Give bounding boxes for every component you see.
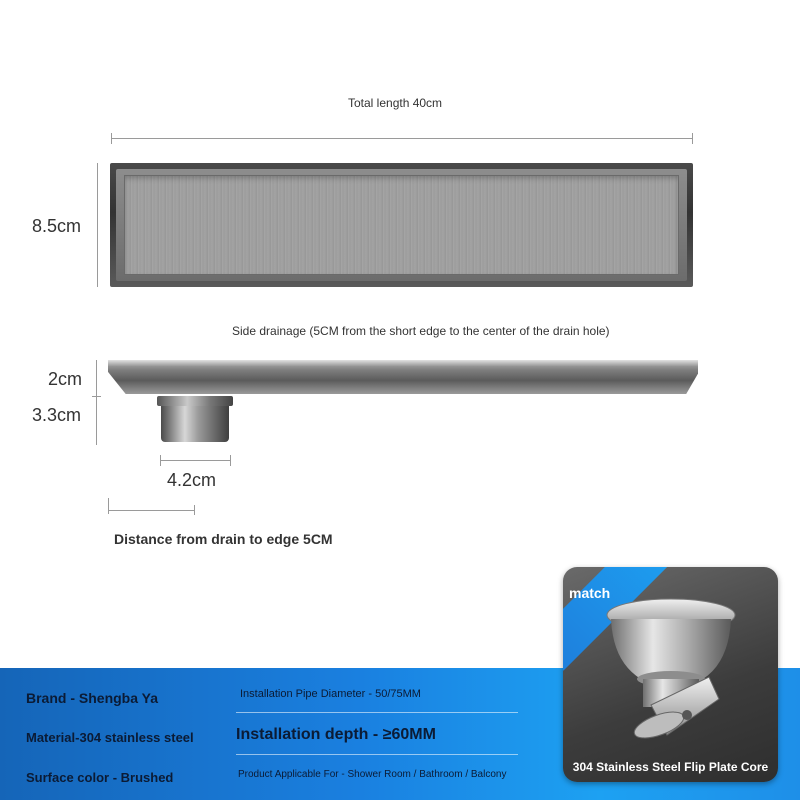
brushed-cover-plate — [124, 175, 679, 275]
applicable-text: Product Applicable For - Shower Room / Bathroom / Balcony — [238, 769, 507, 780]
material-text: Material-304 stainless steel — [26, 730, 194, 745]
total-length-tick-right — [692, 133, 693, 144]
pipe-width-tick-right — [230, 455, 231, 466]
flip-plate-core-image — [563, 567, 778, 782]
total-length-label: Total length 40cm — [348, 96, 443, 110]
width-label: 8.5cm — [32, 216, 82, 236]
pipe-width-tick-left — [160, 455, 161, 466]
total-length-tick-left — [111, 133, 112, 144]
pipe-tube — [161, 406, 229, 442]
pipe-diameter-text: Installation Pipe Diameter - 50/75MM — [240, 688, 421, 700]
drain-distance-tick-left — [108, 498, 109, 514]
drain-distance-line — [108, 510, 194, 511]
match-card — [563, 567, 778, 782]
drain-distance-label: Distance from drain to edge 5CM — [114, 531, 333, 547]
drain-pipe — [157, 396, 233, 444]
brand-text: Brand - Shengba Ya — [26, 690, 158, 706]
pipe-width-line — [160, 460, 231, 461]
depth-bottom-line — [96, 397, 97, 445]
pipe-width-label: 4.2cm — [167, 470, 217, 490]
spec-separator-2 — [236, 754, 518, 755]
drain-top-view — [110, 163, 693, 287]
drain-side-view — [108, 360, 698, 396]
spec-separator-1 — [236, 712, 518, 713]
width-line — [97, 163, 98, 287]
surface-text: Surface color - Brushed — [26, 770, 174, 785]
pipe-collar — [157, 396, 233, 406]
drain-distance-tick-right — [194, 505, 195, 515]
depth-top-line — [96, 360, 97, 396]
side-drainage-label: Side drainage (5CM from the short edge to the center of the drain hole) — [232, 324, 610, 338]
match-label: match — [569, 585, 611, 601]
total-length-line — [111, 138, 693, 139]
depth-top-label: 2cm — [48, 369, 83, 389]
match-caption: 304 Stainless Steel Flip Plate Core — [572, 760, 769, 774]
depth-bottom-label: 3.3cm — [32, 405, 82, 425]
install-depth-text: Installation depth - ≥60MM — [236, 726, 436, 743]
side-rim — [108, 360, 698, 366]
